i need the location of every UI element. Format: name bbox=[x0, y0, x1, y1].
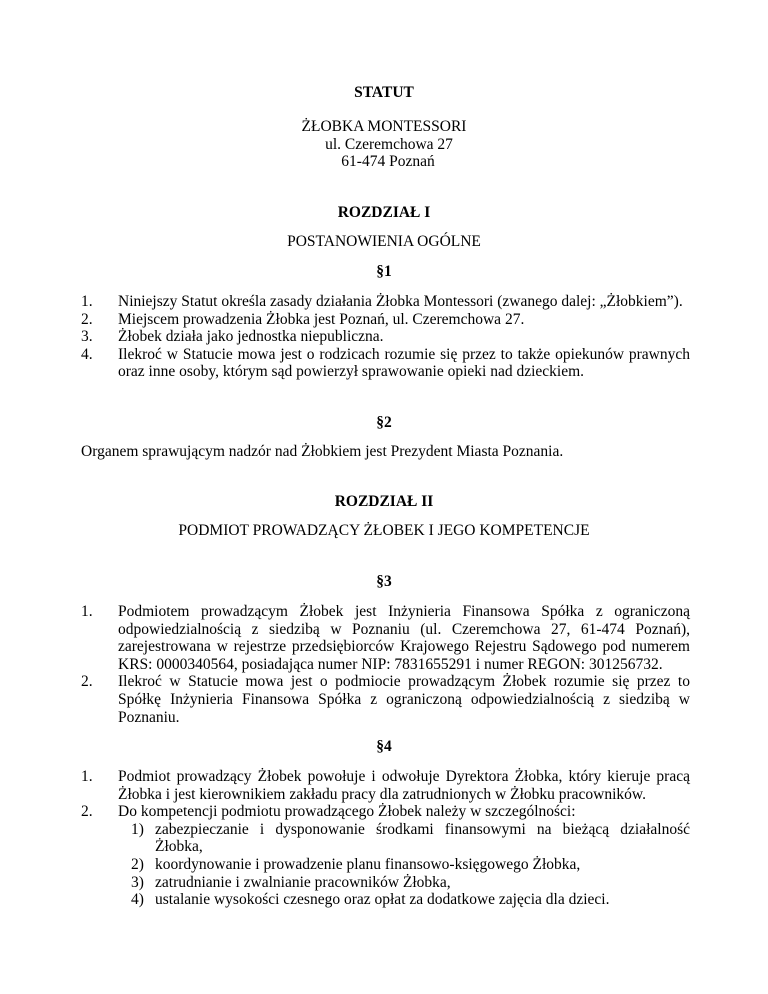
list-text: Żłobek działa jako jednostka niepubliczna. bbox=[118, 328, 384, 346]
document-title: STATUT bbox=[354, 84, 414, 101]
sublist-text: zatrudnianie i zwalnianie pracowników Żłobka, bbox=[155, 873, 451, 891]
list-item bbox=[81, 768, 690, 803]
sublist-text: zabezpieczanie i dysponowanie środkami finansowymi na bieżącą działalność Żłobka, bbox=[155, 820, 690, 856]
list-text: Niniejszy Statut określa zasady działania Żłobka Montessori (zwanego dalej: „Żłobkiem”). bbox=[118, 293, 683, 310]
list-number: 1. bbox=[81, 603, 93, 620]
list-text: Podmiot prowadzący Żłobek powołuje i odwołuje Dyrektora Żłobka, który kieruje pracą Żłobka i jest kierownikiem zakładu pracy dla zatrudnionych w Żłobku pracowników. bbox=[118, 768, 690, 803]
institution-city: 61-474 Poznań bbox=[341, 153, 435, 170]
list-item bbox=[81, 673, 690, 726]
list-number: 3. bbox=[81, 328, 93, 346]
chapter-1-heading: ROZDZIAŁ I bbox=[337, 204, 431, 221]
sublist-text: ustalanie wysokości czesnego oraz opłat za dodatkowe zajęcia dla dzieci. bbox=[155, 891, 610, 909]
list-number: 2. bbox=[81, 803, 93, 821]
section-3-list bbox=[81, 603, 690, 726]
list-number: 2. bbox=[81, 310, 93, 328]
list-text: Miejscem prowadzenia Żłobka jest Poznań, ul. Czeremchowa 27. bbox=[118, 310, 525, 328]
section-2-sign: §2 bbox=[376, 414, 392, 431]
list-item bbox=[81, 328, 690, 346]
sublist-item bbox=[118, 891, 690, 909]
sublist-item bbox=[118, 856, 690, 874]
chapter-2-heading: ROZDZIAŁ II bbox=[334, 493, 434, 510]
list-item bbox=[81, 293, 690, 311]
list-number: 1. bbox=[81, 293, 93, 310]
list-item bbox=[81, 311, 690, 329]
sublist-number: 3) bbox=[131, 873, 144, 891]
list-number: 2. bbox=[81, 673, 93, 691]
section-1-sign: §1 bbox=[376, 263, 392, 280]
sublist-text: koordynowanie i prowadzenie planu finansowo-księgowego Żłobka, bbox=[155, 855, 581, 873]
section-4-list bbox=[81, 768, 690, 909]
sublist-number: 4) bbox=[131, 891, 144, 909]
section-4-sign: §4 bbox=[376, 738, 392, 755]
chapter-1-subtitle: POSTANOWIENIA OGÓLNE bbox=[287, 233, 481, 250]
list-item bbox=[81, 603, 690, 673]
list-number: 1. bbox=[81, 768, 93, 785]
section-1-list bbox=[81, 293, 690, 381]
list-number: 4. bbox=[81, 345, 93, 363]
institution-name: ŻŁOBKA MONTESSORI bbox=[301, 118, 467, 135]
section-4-sublist bbox=[118, 821, 690, 909]
list-text: Podmiotem prowadzącym Żłobek jest Inżynieria Finansowa Spółka z ograniczoną odpowiedzialnością z siedzibą w Poznaniu (ul. Czeremchowa 27, 61-474 Poznań), zarejestrowana w rejestrze przedsiębiorców Krajowego Rejestru Sądowego pod numerem KRS: 0000340564, posiadająca numer NIP: 7831655291 i numer REGON: 301256732. bbox=[118, 603, 690, 673]
list-text: Ilekroć w Statucie mowa jest o podmiocie prowadzącym Żłobek rozumie się przez to Spółkę Inżynieria Finansowa Spółka z ograniczoną odpowiedzialnością z siedzibą w Poznaniu. bbox=[118, 673, 690, 726]
section-3-sign: §3 bbox=[376, 573, 392, 590]
sublist-number: 1) bbox=[131, 820, 144, 838]
chapter-2-subtitle: PODMIOT PROWADZĄCY ŻŁOBEK I JEGO KOMPETENCJE bbox=[178, 522, 590, 539]
list-item bbox=[81, 346, 690, 381]
list-item bbox=[81, 803, 690, 909]
sublist-item bbox=[118, 821, 690, 856]
section-2-text: Organem sprawującym nadzór nad Żłobkiem jest Prezydent Miasta Poznania. bbox=[81, 443, 564, 460]
list-text: Do kompetencji podmiotu prowadzącego Żłobek należy w szczególności: bbox=[118, 803, 576, 821]
sublist-number: 2) bbox=[131, 855, 144, 873]
list-text: Ilekroć w Statucie mowa jest o rodzicach rozumie się przez to także opiekunów prawnych oraz inne osoby, którym sąd powierzył sprawowanie opieki nad dzieckiem. bbox=[118, 345, 690, 381]
sublist-item bbox=[118, 874, 690, 892]
institution-street: ul. Czeremchowa 27 bbox=[325, 136, 453, 153]
